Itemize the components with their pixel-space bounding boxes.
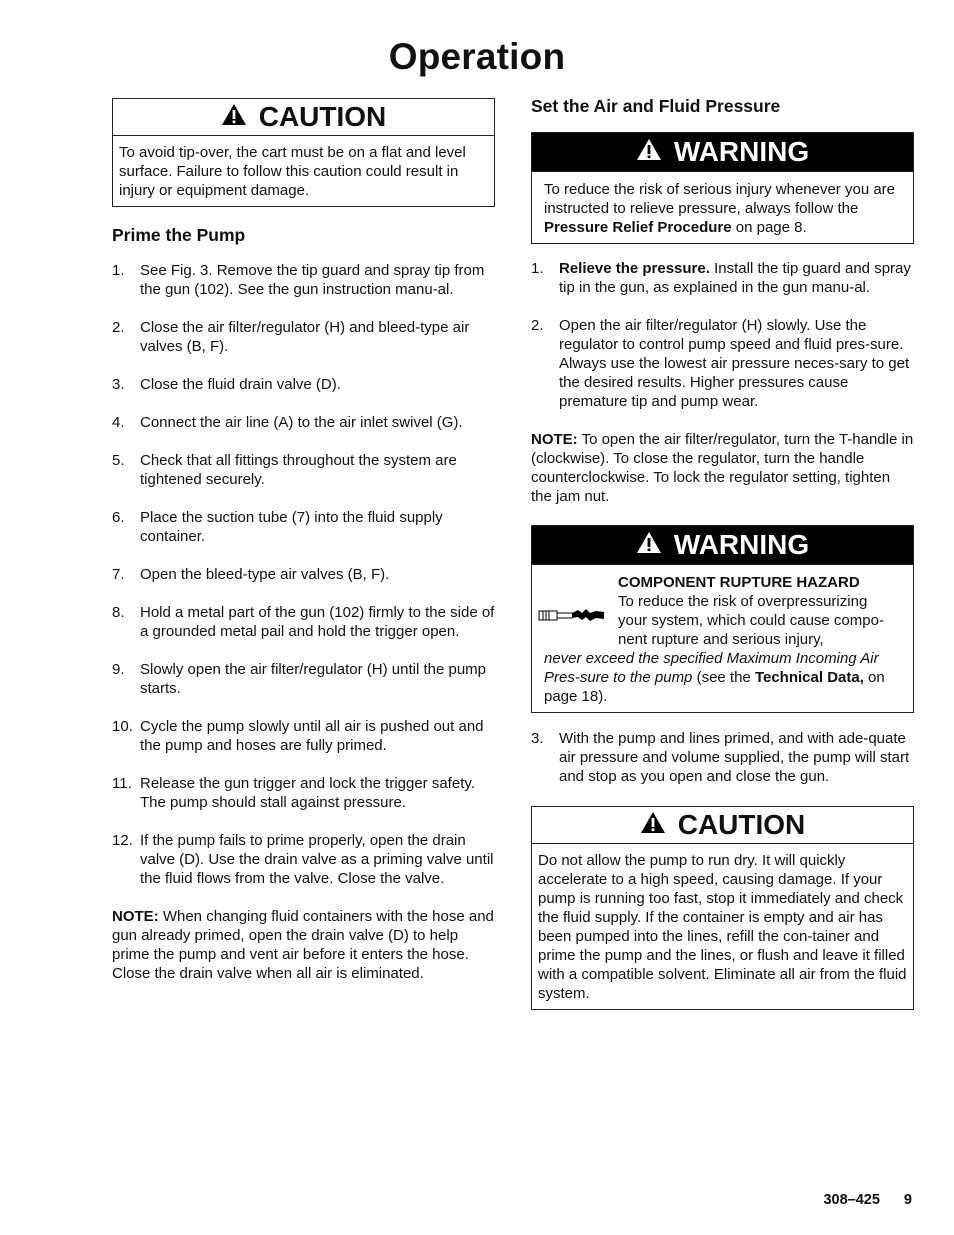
warning-triangle-icon bbox=[221, 101, 247, 133]
page-title: Operation bbox=[388, 36, 566, 77]
pressure-steps bbox=[531, 259, 914, 411]
prime-steps bbox=[112, 261, 495, 888]
list-item: 12. If the pump fails to prime properly, open the drain valve (D). Use the drain valve as a priming valve until the fluid flows from the valve. Close the valve. bbox=[112, 832, 494, 887]
caution-text: Do not allow the pump to run dry. It will quickly accelerate to a high speed, causing damage. If your pump is running too fast, stop it immediately and check the fluid supply. If the container is empty and air has been pumped into the lines, refill the con-tainer and prime the pump and the lines, or flush and leave it filled with a compatible solvent. Eliminate all air from the fluid system. bbox=[538, 852, 907, 1002]
caution-box bbox=[112, 98, 495, 207]
list-item: 9. Slowly open the air filter/regulator (H) until the pump starts. bbox=[112, 661, 486, 697]
section-title-pressure: Set the Air and Fluid Pressure bbox=[531, 96, 781, 116]
caution-box-dry bbox=[531, 806, 914, 1010]
pressure-steps-cont bbox=[531, 729, 914, 786]
prime-note: NOTE: When changing fluid containers with the hose and gun already primed, open the drain valve (D) to help prime the pump and vent air before it enters the hose. Close the drain valve when all air is eliminated. bbox=[112, 908, 494, 982]
document-number: 308–425 bbox=[823, 1192, 880, 1208]
warning-box-rupture bbox=[531, 525, 914, 713]
section-title-prime: Prime the Pump bbox=[112, 225, 246, 245]
page-number: 9 bbox=[903, 1192, 912, 1208]
list-item: 8. Hold a metal part of the gun (102) firmly to the side of a grounded metal pail and hold the trigger open. bbox=[112, 604, 495, 640]
rupture-hazard-body bbox=[532, 565, 913, 712]
pressure-note: NOTE: To open the air filter/regulator, turn the T-handle in (clockwise). To close the regulator, turn the handle counterclockwise. To lock the regulator setting, tighten the jam nut. bbox=[531, 431, 914, 505]
list-item: 4. Connect the air line (A) to the air inlet swivel (G). bbox=[112, 414, 463, 431]
list-item: 2. Close the air filter/regulator (H) and bleed-type air valves (B, F). bbox=[112, 319, 470, 355]
warning-heading: WARNING bbox=[532, 526, 913, 565]
page-footer bbox=[823, 1192, 912, 1208]
hazard-line: your system, which could cause compo- bbox=[618, 612, 884, 629]
caution-text: To avoid tip-over, the cart must be on a flat and level surface. Failure to follow this caution could result in injury or equipment damage. bbox=[119, 144, 466, 199]
hazard-continuation: never exceed the specified Maximum Incoming Air Pres-sure to the pump (see the Technical Data, on page 18). bbox=[544, 650, 885, 705]
list-item: 3. Close the fluid drain valve (D). bbox=[112, 376, 341, 393]
list-item: 2. Open the air filter/regulator (H) slowly. Use the regulator to control pump speed and fluid pres-sure. Always use the lowest air pressure neces-sary to get the desired results. Higher pressures cause premature tip and pump wear. bbox=[531, 317, 910, 410]
warning-triangle-icon bbox=[636, 529, 662, 561]
warning-triangle-icon bbox=[640, 809, 666, 841]
list-item: 11. Release the gun trigger and lock the trigger safety. The pump should stall against pressure. bbox=[112, 775, 475, 811]
list-item: 3. With the pump and lines primed, and with ade-quate air pressure and volume supplied, the pump will start and stop as you open and close the gun. bbox=[531, 730, 910, 785]
list-item: 7. Open the bleed-type air valves (B, F). bbox=[112, 566, 390, 583]
warning-text: To reduce the risk of serious injury whenever you are instructed to relieve pressure, always follow the Pressure Relief Procedure on page 8. bbox=[544, 181, 896, 236]
hose-rupture-icon bbox=[538, 605, 604, 625]
list-item: 1. See Fig. 3. Remove the tip guard and spray tip from the gun (102). See the gun instruction manu-al. bbox=[112, 262, 485, 298]
hazard-line: nent rupture and serious injury, bbox=[618, 631, 824, 648]
list-item: 6. Place the suction tube (7) into the fluid supply container. bbox=[112, 509, 443, 545]
warning-triangle-icon bbox=[636, 136, 662, 168]
caution-heading: CAUTION bbox=[113, 99, 494, 136]
right-column bbox=[531, 98, 914, 1010]
caution-heading: CAUTION bbox=[532, 807, 913, 844]
left-column bbox=[112, 98, 495, 983]
list-item: 1. Relieve the pressure. Install the tip guard and spray tip in the gun, as explained in the gun manu-al. bbox=[531, 260, 911, 296]
warning-box-relief bbox=[531, 132, 914, 244]
hazard-line: To reduce the risk of overpressurizing bbox=[618, 593, 868, 610]
list-item: 10. Cycle the pump slowly until all air is pushed out and the pump and hoses are fully primed. bbox=[112, 718, 484, 754]
list-item: 5. Check that all fittings throughout the system are tightened securely. bbox=[112, 452, 457, 488]
hazard-title: COMPONENT RUPTURE HAZARD bbox=[618, 574, 860, 591]
warning-heading: WARNING bbox=[532, 133, 913, 172]
